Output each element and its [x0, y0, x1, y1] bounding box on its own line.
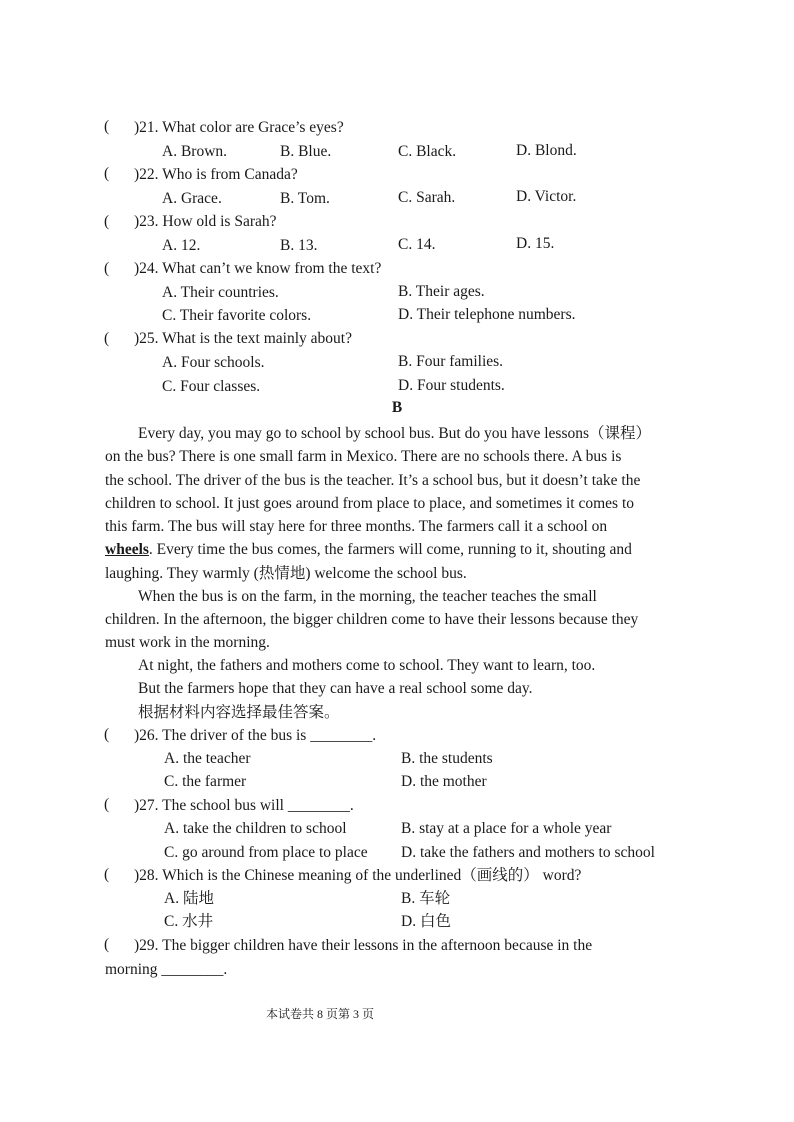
- option-a[interactable]: A. 陆地: [164, 890, 214, 907]
- option-b[interactable]: B. Tom.: [280, 190, 330, 207]
- answer-paren[interactable]: (: [104, 866, 110, 883]
- option-a[interactable]: A. Four schools.: [162, 354, 265, 371]
- question-stem: )27. The school bus will ________.: [134, 797, 354, 814]
- passage-line-rest: . Every time the bus comes, the farmers will come, running to it, shouting and: [148, 541, 632, 558]
- option-d[interactable]: D. 白色: [401, 913, 451, 930]
- section-heading: B: [391, 399, 403, 416]
- option-b[interactable]: B. 13.: [280, 237, 318, 254]
- passage-line: the school. The driver of the bus is the teacher. It’s a school bus, but it doesn’t take the: [105, 472, 641, 489]
- passage-line: At night, the fathers and mothers come to school. They want to learn, too.: [138, 657, 596, 674]
- passage-line: When the bus is on the farm, in the morning, the teacher teaches the small: [138, 588, 597, 605]
- option-d[interactable]: D. the mother: [401, 773, 487, 790]
- option-b[interactable]: B. stay at a place for a whole year: [401, 820, 612, 837]
- passage-line: on the bus? There is one small farm in Mexico. There are no schools there. A bus is: [105, 448, 622, 465]
- answer-paren[interactable]: (: [104, 726, 110, 743]
- question-stem: )22. Who is from Canada?: [134, 166, 298, 183]
- question-stem: )29. The bigger children have their lessons in the afternoon because in the: [134, 937, 593, 954]
- option-c[interactable]: C. the farmer: [164, 773, 247, 790]
- option-b[interactable]: B. the students: [401, 750, 493, 767]
- question-stem: )25. What is the text mainly about?: [134, 330, 352, 347]
- option-b[interactable]: B. Blue.: [280, 143, 332, 160]
- option-a[interactable]: A. take the children to school: [164, 820, 347, 837]
- passage-line: this farm. The bus will stay here for three months. The farmers call it a school on: [105, 518, 608, 535]
- option-d[interactable]: D. 15.: [516, 235, 555, 252]
- answer-paren[interactable]: (: [104, 213, 110, 230]
- option-a[interactable]: A. 12.: [162, 237, 201, 254]
- answer-paren[interactable]: (: [104, 330, 110, 347]
- answer-paren[interactable]: (: [104, 260, 110, 277]
- answer-paren[interactable]: (: [104, 118, 110, 135]
- underlined-word: wheels: [105, 541, 149, 558]
- passage-line: But the farmers hope that they can have a real school some day.: [138, 680, 533, 697]
- option-a[interactable]: A. Grace.: [162, 190, 222, 207]
- option-d[interactable]: D. Four students.: [398, 377, 505, 394]
- option-c[interactable]: C. Black.: [398, 143, 457, 160]
- option-c[interactable]: C. 14.: [398, 236, 436, 253]
- question-stem: )24. What can’t we know from the text?: [134, 260, 382, 277]
- passage-line: laughing. They warmly (热情地) welcome the school bus.: [105, 565, 467, 582]
- option-d[interactable]: D. Victor.: [516, 188, 577, 205]
- question-stem: )26. The driver of the bus is ________.: [134, 727, 377, 744]
- page-footer: 本试卷共 8 页第 3 页: [265, 1007, 374, 1021]
- question-stem: )28. Which is the Chinese meaning of the underlined（画线的） word?: [134, 867, 582, 884]
- option-b[interactable]: B. Their ages.: [398, 283, 485, 300]
- passage-line: [105, 540, 632, 560]
- option-a[interactable]: A. the teacher: [164, 750, 251, 767]
- answer-paren[interactable]: (: [104, 796, 110, 813]
- passage-line: children to school. It just goes around from place to place, and sometimes it comes to: [105, 495, 635, 512]
- option-c[interactable]: C. 水井: [164, 913, 214, 930]
- option-a[interactable]: A. Their countries.: [162, 284, 279, 301]
- option-d[interactable]: D. take the fathers and mothers to school: [401, 844, 655, 861]
- option-b[interactable]: B. 车轮: [401, 890, 451, 907]
- option-c[interactable]: C. Sarah.: [398, 189, 456, 206]
- option-c[interactable]: C. Four classes.: [162, 378, 261, 395]
- passage-line: children. In the afternoon, the bigger children come to have their lessons because they: [105, 611, 639, 628]
- instruction: 根据材料内容选择最佳答案。: [138, 704, 340, 721]
- question-stem: )23. How old is Sarah?: [134, 213, 277, 230]
- question-stem-continued: morning ________.: [105, 961, 228, 978]
- option-a[interactable]: A. Brown.: [162, 143, 228, 160]
- option-d[interactable]: D. Blond.: [516, 142, 577, 159]
- answer-paren[interactable]: (: [104, 165, 110, 182]
- answer-paren[interactable]: (: [104, 936, 110, 953]
- passage-line: Every day, you may go to school by school bus. But do you have lessons（课程）: [138, 425, 652, 442]
- option-c[interactable]: C. go around from place to place: [164, 844, 368, 861]
- option-c[interactable]: C. Their favorite colors.: [162, 307, 312, 324]
- option-d[interactable]: D. Their telephone numbers.: [398, 306, 576, 323]
- passage-line: must work in the morning.: [105, 634, 270, 651]
- question-stem: )21. What color are Grace’s eyes?: [134, 119, 344, 136]
- option-b[interactable]: B. Four families.: [398, 353, 504, 370]
